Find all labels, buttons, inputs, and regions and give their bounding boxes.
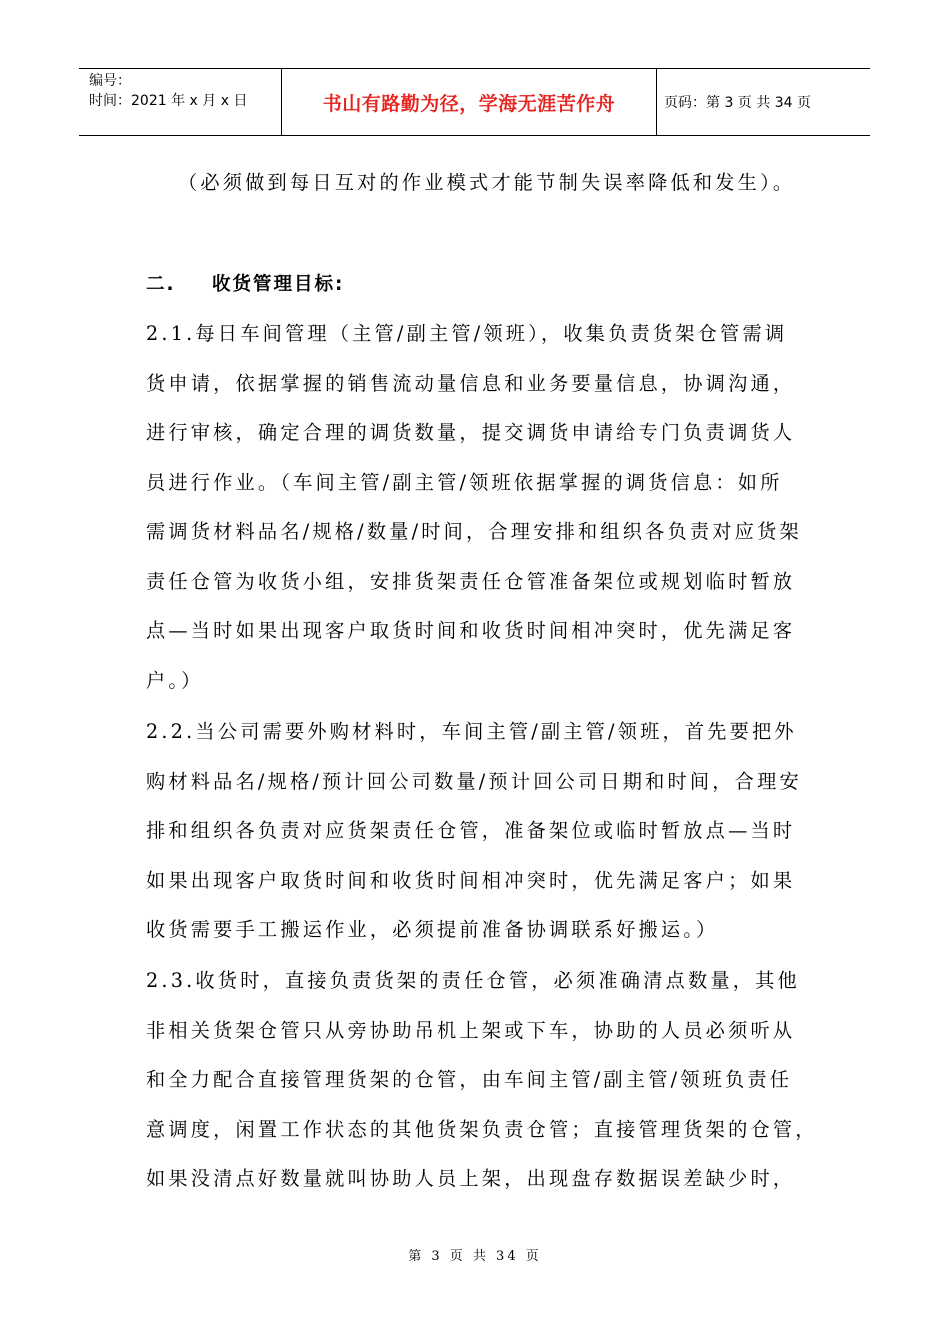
paragraph-line: 和全力配合直接管理货架的仓管，由车间主管/副主管/领班负责任 [146, 1068, 793, 1091]
document-date: 时间：2021 年 x 月 x 日 [89, 93, 248, 109]
paragraph-2-3 [146, 956, 818, 1204]
paragraph-line: 收货需要手工搬运作业，必须提前准备协调联系好搬运。） [146, 918, 719, 941]
page-footer: 第 3 页 共 34 页 [408, 1249, 542, 1264]
paragraph-line: 排和组织各负责对应货架责任仓管，准备架位或临时暂放点—当时 [146, 819, 796, 842]
header-page-info: 页码：第 3 页 共 34 页 [664, 95, 811, 111]
paragraph-2-1 [146, 309, 802, 705]
header-page-cell [657, 69, 870, 135]
paragraph-line: 员进行作业。（车间主管/副主管/领班依据掌握的调货信息：如所 [146, 470, 783, 494]
paragraph-line: 非相关货架仓管只从旁协助吊机上架或下车，协助的人员必须听从 [146, 1018, 796, 1042]
document-number-label: 编号： [89, 73, 131, 89]
paragraph-line: 2.1.每日车间管理（主管/副主管/领班），收集负责货架仓管需调 [146, 322, 788, 345]
header-table [79, 68, 870, 136]
paragraph-line: 点—当时如果出现客户取货时间和收货时间相冲突时，优先满足客 [146, 619, 796, 642]
note-line: （必须做到每日互对的作业模式才能节制失误率降低和发生）。 [178, 171, 796, 194]
paragraph-line: 2.2.当公司需要外购材料时，车间主管/副主管/领班，首先要把外 [146, 720, 797, 743]
paragraph-line: 如果出现客户取货时间和收货时间相冲突时，优先满足客户；如果 [146, 868, 796, 892]
header-motto-cell [282, 69, 657, 135]
paragraph-line: 进行审核，确定合理的调货数量，提交调货申请给专门负责调货人 [146, 421, 796, 444]
paragraph-2-2 [146, 707, 802, 955]
header-meta-cell [79, 69, 282, 135]
section-number: 二. [146, 274, 176, 295]
section-heading [146, 270, 344, 300]
paragraph-line: 责任仓管为收货小组，安排货架责任仓管准备架位或规划临时暂放 [146, 569, 796, 593]
paragraph-line: 如果没清点好数量就叫协助人员上架，出现盘存数据误差缺少时， [146, 1167, 796, 1190]
paragraph-line: 2.3.收货时，直接负责货架的责任仓管，必须准确清点数量，其他 [146, 969, 800, 992]
paragraph-line: 需调货材料品名/规格/数量/时间，合理安排和组织各负责对应货架 [146, 520, 802, 543]
section-title: 收货管理目标: [212, 274, 345, 295]
paragraph-line: 货申请，依据掌握的销售流动量信息和业务要量信息，协调沟通， [146, 371, 796, 395]
paragraph-line: 户。） [146, 668, 204, 692]
paragraph-line: 购材料品名/规格/预计回公司数量/预计回公司日期和时间，合理安 [146, 769, 802, 793]
header-motto: 书山有路勤为径，学海无涯苦作舟 [322, 92, 616, 115]
paragraph-line: 意调度，闲置工作状态的其他货架负责仓管；直接管理货架的仓管， [146, 1117, 818, 1141]
